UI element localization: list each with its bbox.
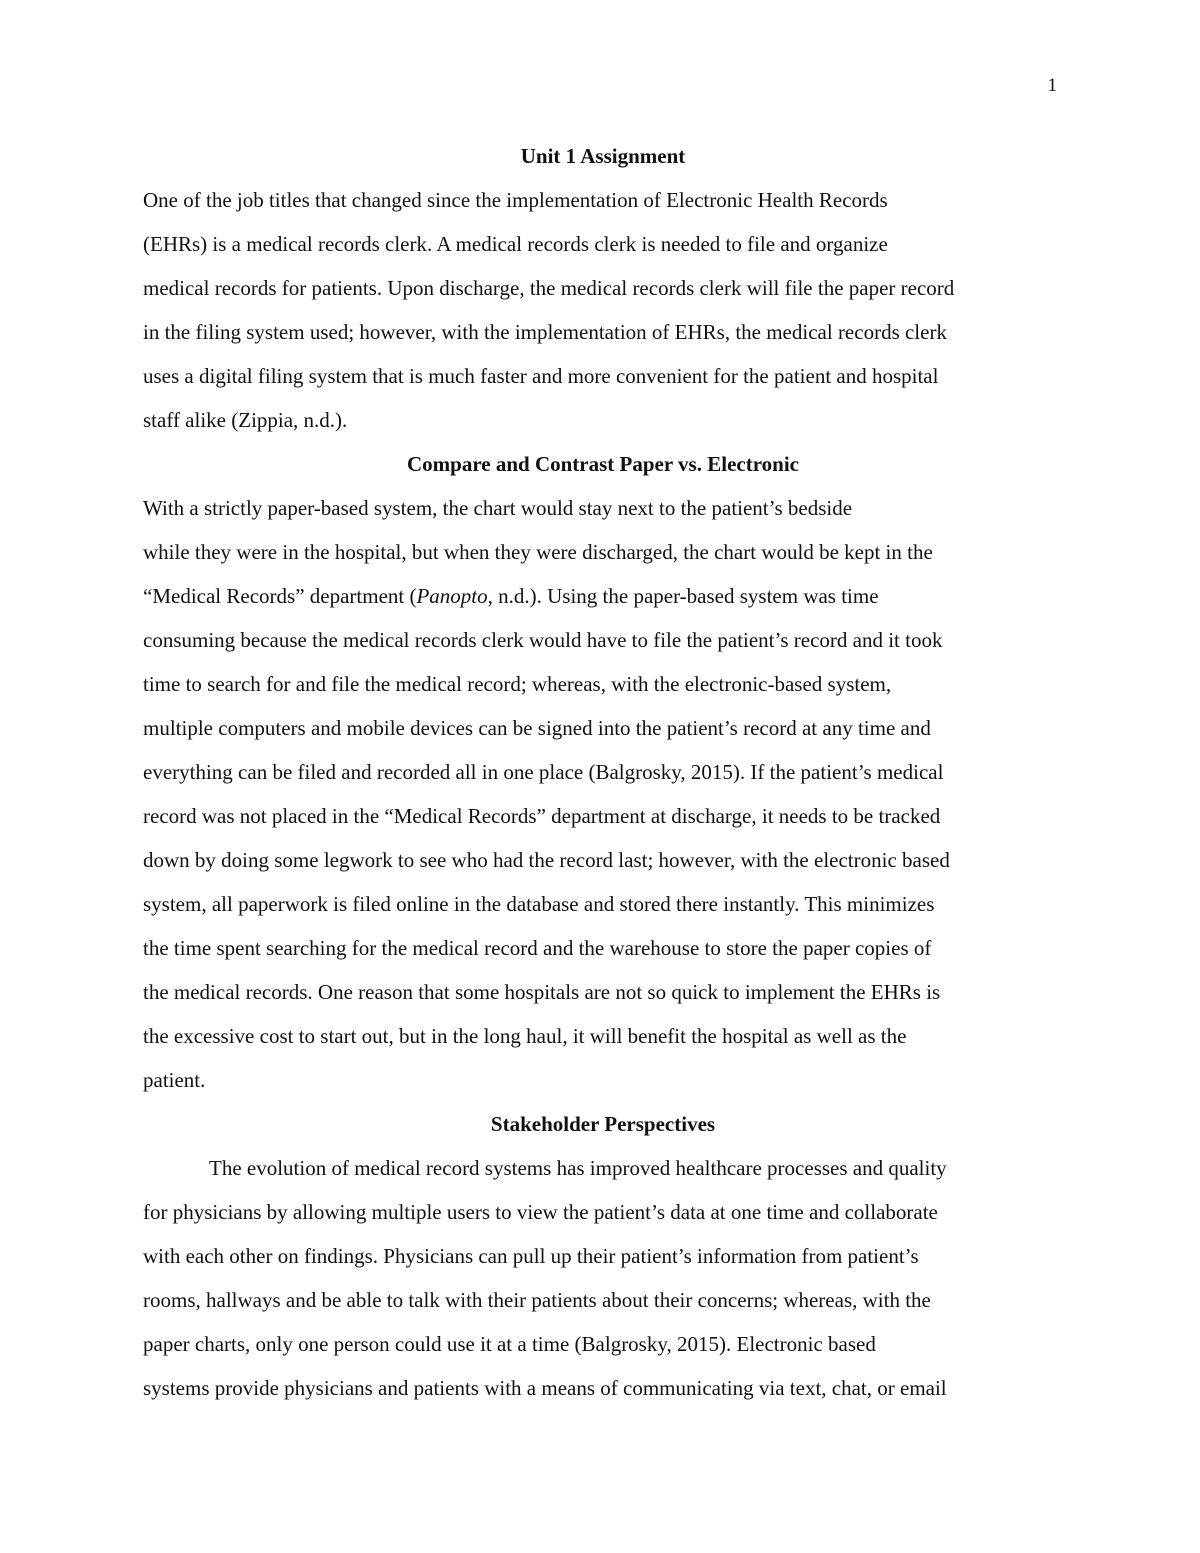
paragraph-line: One of the job titles that changed since the implementation of Electronic Health Records (143, 188, 888, 212)
paragraph-line: With a strictly paper-based system, the chart would stay next to the patient’s bedside (143, 496, 853, 520)
text-run: , n.d.). Using the paper-based system was time (487, 584, 879, 608)
paragraph-line: systems provide physicians and patients with a means of communicating via text, chat, or email (143, 1376, 947, 1400)
paragraph-line: the medical records. One reason that some hospitals are not so quick to implement the EHRs is (143, 980, 941, 1004)
paragraph-line: paper charts, only one person could use it at a time (Balgrosky, 2015). Electronic based (143, 1332, 876, 1356)
paragraph-line: staff alike (Zippia, n.d.). (143, 408, 348, 432)
document-title: Unit 1 Assignment (520, 144, 686, 168)
paragraph-line: rooms, hallways and be able to talk with their patients about their concerns; whereas, with the (143, 1288, 931, 1312)
paragraph-line: consuming because the medical records clerk would have to file the patient’s record and it took (143, 628, 943, 652)
paragraph-line: uses a digital filing system that is much faster and more convenient for the patient and hospital (143, 364, 939, 388)
paragraph-line: multiple computers and mobile devices can be signed into the patient’s record at any time and (143, 716, 931, 740)
paragraph-line: the time spent searching for the medical record and the warehouse to store the paper copies of (143, 936, 932, 960)
intro-paragraph (143, 178, 1063, 442)
paragraph-line: for physicians by allowing multiple users to view the patient’s data at one time and collaborate (143, 1200, 938, 1224)
paragraph-line (143, 574, 1063, 618)
compare-paragraph (143, 486, 1063, 1102)
text-run: “Medical Records” department ( (143, 584, 417, 608)
section-heading-stakeholder: Stakeholder Perspectives (490, 1112, 716, 1136)
section-heading-compare: Compare and Contrast Paper vs. Electronic (407, 452, 799, 476)
document-body (143, 134, 1063, 1410)
paragraph-line: time to search for and file the medical record; whereas, with the electronic-based system, (143, 672, 892, 696)
paragraph-line: down by doing some legwork to see who had the record last; however, with the electronic based (143, 848, 950, 872)
paragraph-line: in the filing system used; however, with the implementation of EHRs, the medical records clerk (143, 320, 947, 344)
paragraph-line: while they were in the hospital, but when they were discharged, the chart would be kept in the (143, 540, 933, 564)
paragraph-line: the excessive cost to start out, but in the long haul, it will benefit the hospital as well as the (143, 1024, 907, 1048)
paragraph-line: system, all paperwork is filed online in the database and stored there instantly. This minimizes (143, 892, 935, 916)
source-title-italic: Panopto (416, 584, 488, 608)
paragraph-line: The evolution of medical record systems has improved healthcare processes and quality (209, 1156, 947, 1180)
paragraph-line: with each other on findings. Physicians can pull up their patient’s information from patient’s (143, 1244, 919, 1268)
stakeholder-paragraph (143, 1146, 1063, 1410)
paragraph-line: patient. (143, 1068, 206, 1092)
paragraph-line: medical records for patients. Upon discharge, the medical records clerk will file the paper record (143, 276, 955, 300)
paragraph-line: everything can be filed and recorded all in one place (Balgrosky, 2015). If the patient’s medical (143, 760, 944, 784)
paragraph-line: record was not placed in the “Medical Records” department at discharge, it needs to be tracked (143, 804, 941, 828)
page-number: 1 (1047, 75, 1057, 96)
paragraph-line: (EHRs) is a medical records clerk. A medical records clerk is needed to file and organize (143, 232, 888, 256)
